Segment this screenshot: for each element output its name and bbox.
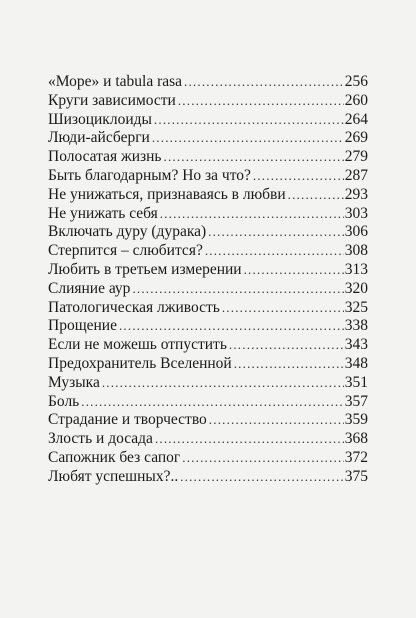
toc-entry-page-number: 269: [344, 129, 368, 147]
dot-leader: [244, 261, 344, 280]
toc-entry-title: Люди-айсберги: [48, 129, 150, 147]
toc-entry-title: Полосатая жизнь: [48, 148, 162, 166]
toc-entry-page-number: 313: [344, 260, 368, 278]
toc-entry-title: Слияние аур: [48, 279, 131, 297]
toc-entry-page-number: 279: [344, 148, 368, 166]
dot-leader: [164, 148, 344, 167]
dot-leader: [253, 167, 344, 186]
toc-entry: [48, 148, 368, 167]
dot-leader: [222, 299, 344, 318]
toc-entry-page-number: 264: [344, 110, 368, 128]
dot-leader: [160, 205, 344, 224]
toc-entry-page-number: 375: [344, 467, 368, 485]
toc-entry-page-number: 368: [344, 430, 368, 448]
dot-leader: [229, 336, 344, 355]
toc-entry: [48, 355, 368, 374]
toc-entry: [48, 299, 368, 318]
toc-entry: [48, 129, 368, 148]
toc-entry: [48, 411, 368, 430]
toc-entry-title: Круги зависимости: [48, 91, 176, 109]
toc-entry-title: Не унижать себя: [48, 204, 158, 222]
toc-entry: [48, 280, 368, 299]
toc-entry: [48, 261, 368, 280]
toc-entry-page-number: 256: [344, 73, 368, 90]
toc-entry-title: Страдание и творчество: [48, 411, 207, 429]
toc-entry-title: Быть благодарным? Но за что?: [48, 166, 251, 184]
toc-entry: [48, 186, 368, 205]
dot-leader: [152, 129, 344, 148]
toc-entry-title: Музыка: [48, 373, 100, 391]
toc-entry-title: Любить в третьем измерении: [48, 260, 242, 278]
toc-entry: [48, 430, 368, 449]
toc-entry: [48, 73, 368, 92]
toc-entry-page-number: 351: [344, 373, 368, 391]
dot-leader: [180, 468, 344, 487]
toc-entry-title: Не унижаться, признаваясь в любви: [48, 185, 286, 203]
toc-entry-page-number: 306: [344, 223, 368, 241]
dot-leader: [288, 186, 344, 205]
toc-entry: [48, 242, 368, 261]
toc-entry: [48, 393, 368, 412]
toc-entry: [48, 205, 368, 224]
toc-entry-title: Прощение: [48, 317, 117, 335]
toc-entry-title: Боль: [48, 392, 80, 410]
toc-entry-title: Шизоциклоиды: [48, 110, 152, 128]
toc-entry-title: «Море» и tabula rasa: [48, 73, 183, 90]
dot-leader: [102, 374, 344, 393]
dot-leader: [208, 223, 344, 242]
toc-entry: [48, 449, 368, 468]
toc-entry: [48, 111, 368, 130]
toc-entry-title: Злость и досада: [48, 430, 153, 448]
toc-entry-page-number: 287: [344, 166, 368, 184]
toc-entry: [48, 317, 368, 336]
toc-entry: [48, 92, 368, 111]
toc-entry-title: Если не можешь отпустить: [48, 336, 227, 354]
toc-entry-page-number: 357: [344, 392, 368, 410]
toc-entry: [48, 336, 368, 355]
toc-entry-title: Патологическая лживость: [48, 298, 220, 316]
dot-leader: [155, 430, 344, 449]
toc-entry-page-number: 343: [344, 336, 368, 354]
toc-entry-title: Любят успешных?..: [48, 467, 179, 485]
dot-leader: [178, 92, 344, 111]
toc-entry-title: Сапожник без сапог: [48, 448, 181, 466]
dot-leader: [205, 242, 344, 261]
toc-entry-page-number: 293: [344, 185, 368, 203]
toc-entry-page-number: 308: [344, 242, 368, 260]
toc-entry-page-number: 320: [344, 279, 368, 297]
toc-entry-title: Стерпится – слюбится?: [48, 242, 203, 260]
toc-entry-page-number: 303: [344, 204, 368, 222]
toc-entry-title: Включать дуру (дурака): [48, 223, 207, 241]
toc-entry-page-number: 338: [344, 317, 368, 335]
toc-entry: [48, 468, 368, 487]
dot-leader: [234, 355, 344, 374]
toc-entry-page-number: 325: [344, 298, 368, 316]
toc-entry-title: Предохранитель Вселенной: [48, 354, 232, 372]
toc-entry: [48, 374, 368, 393]
table-of-contents: [48, 73, 368, 487]
toc-entry: [48, 223, 368, 242]
dot-leader: [119, 317, 344, 336]
dot-leader: [154, 111, 344, 130]
dot-leader: [182, 449, 343, 468]
dot-leader: [81, 393, 344, 412]
toc-entry-page-number: 260: [344, 91, 368, 109]
toc-entry-page-number: 348: [344, 354, 368, 372]
toc-entry: [48, 167, 368, 186]
dot-leader: [184, 73, 344, 92]
toc-entry-page-number: 372: [344, 448, 368, 466]
dot-leader: [132, 280, 343, 299]
dot-leader: [209, 411, 344, 430]
toc-entry-page-number: 359: [344, 411, 368, 429]
